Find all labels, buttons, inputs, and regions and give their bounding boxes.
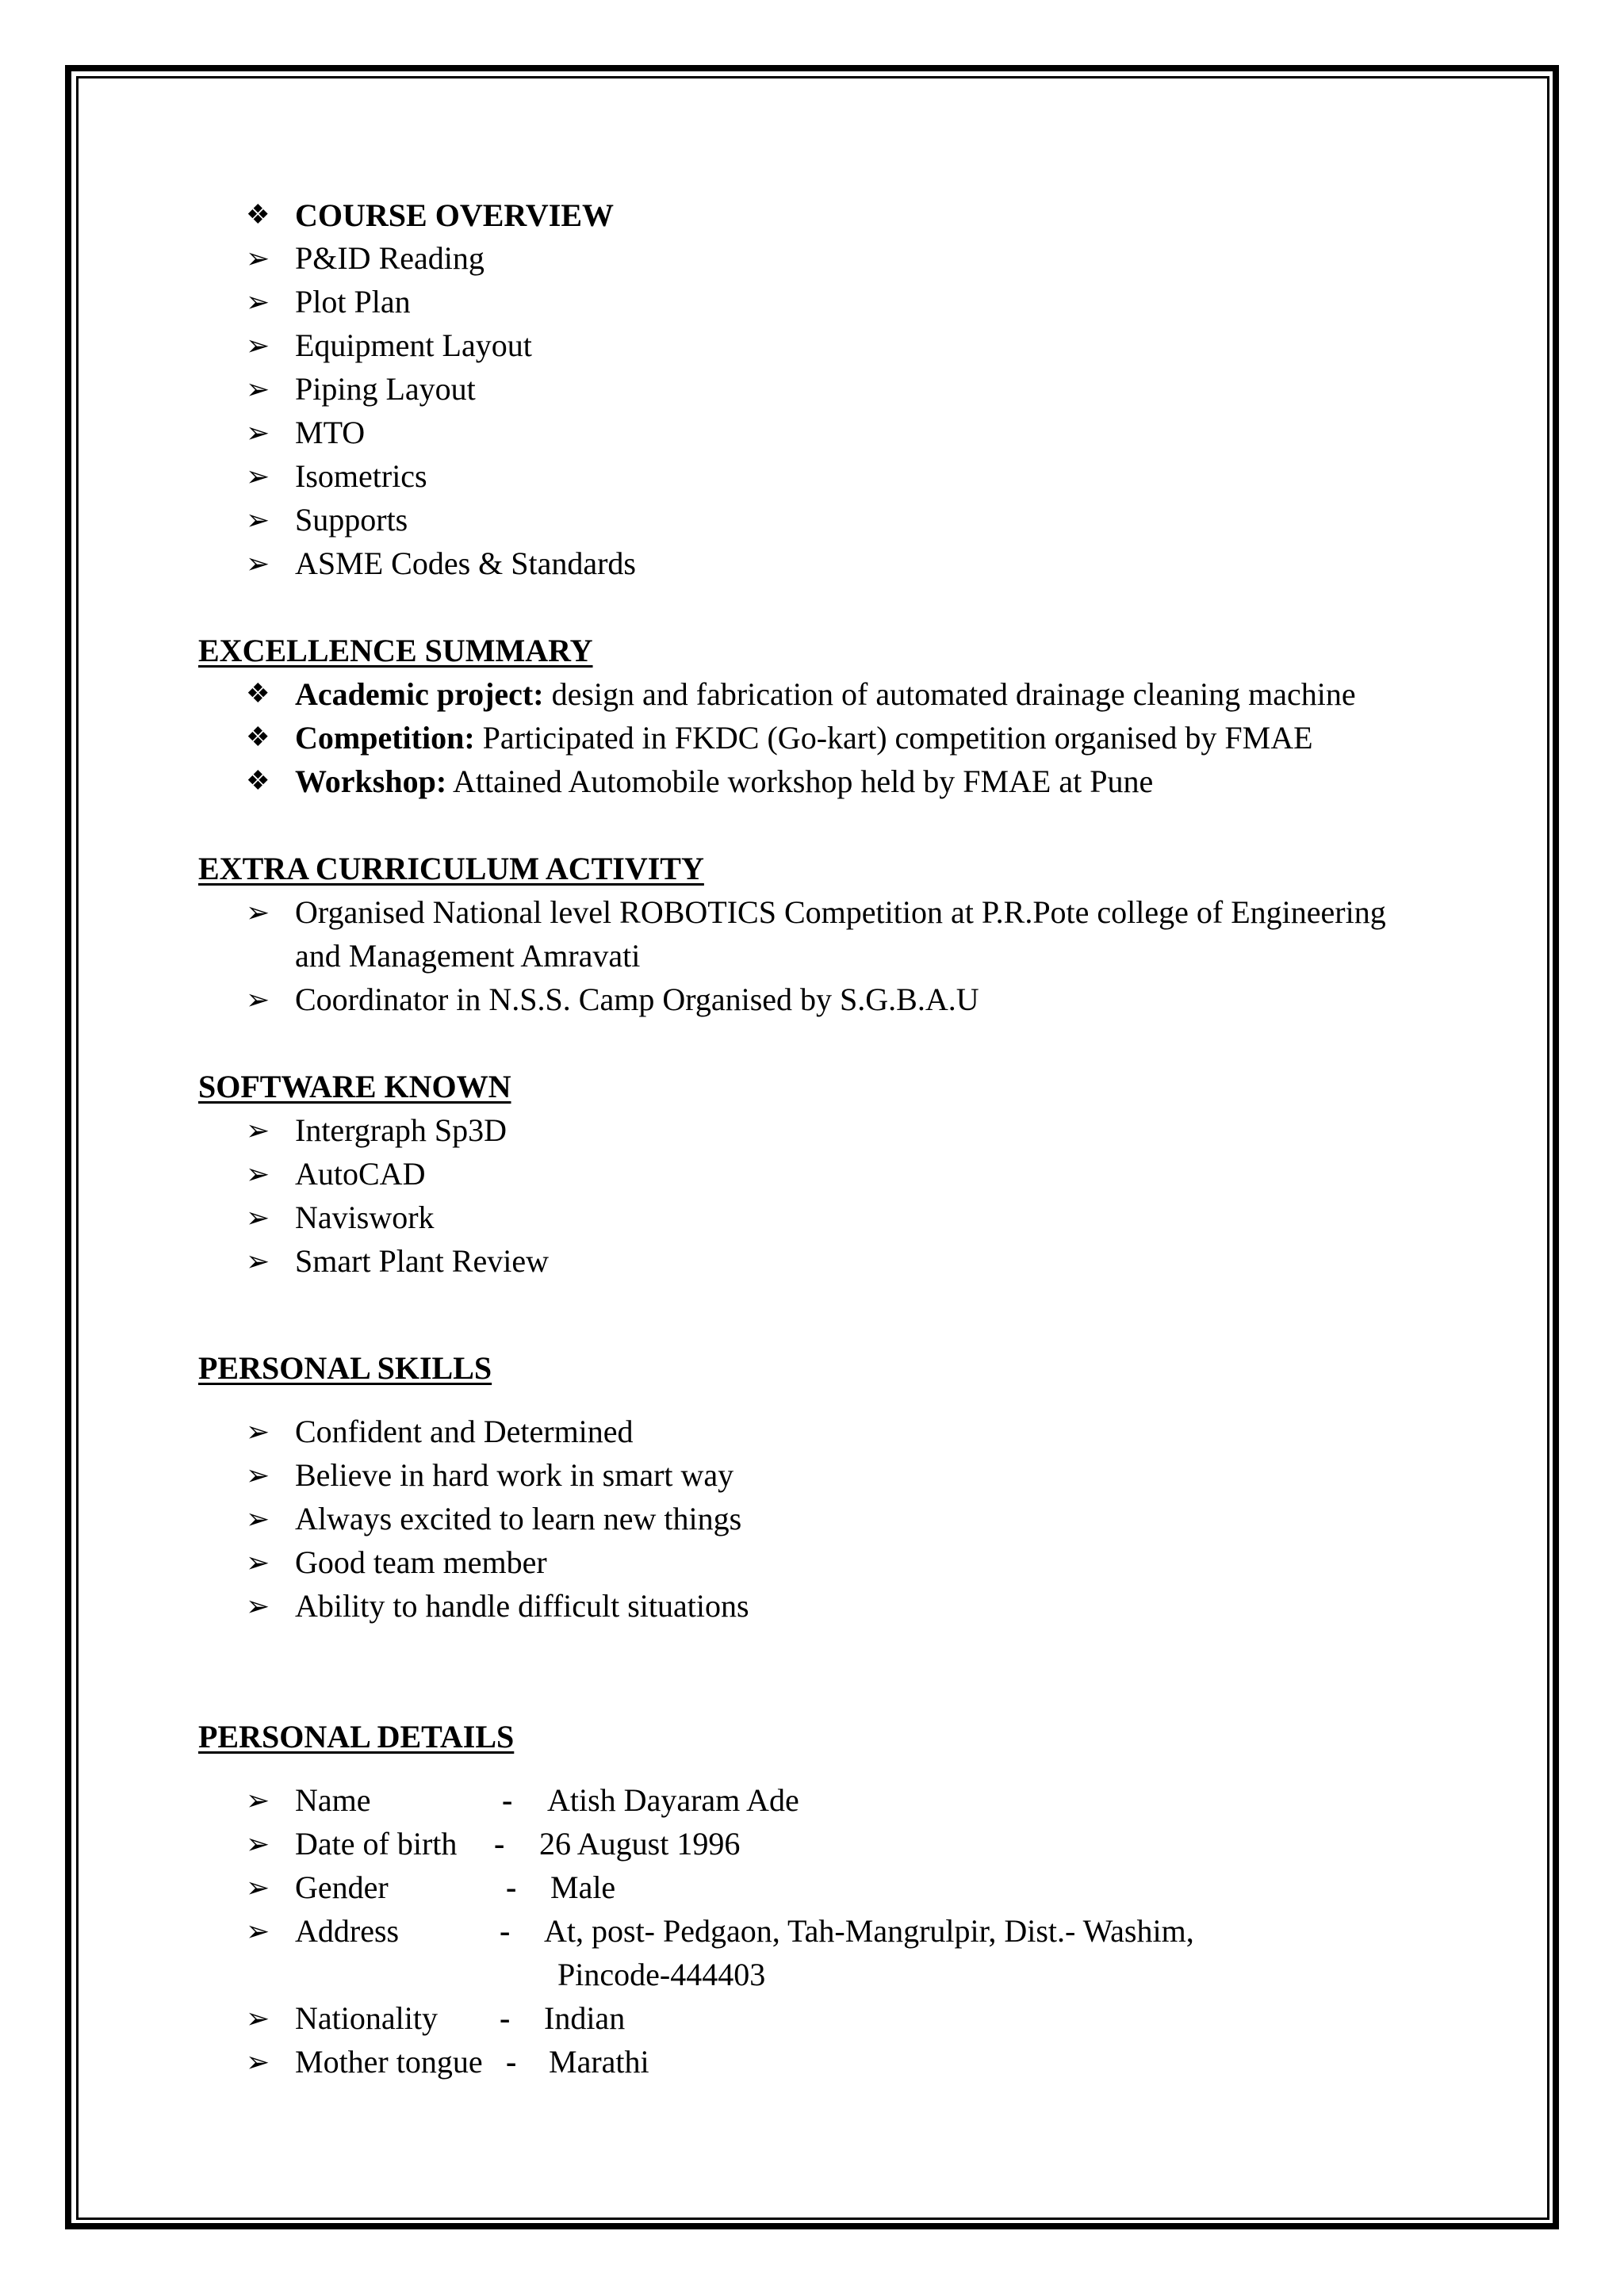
detail-separator: -	[502, 1782, 513, 1818]
detail-label-dob: Date of birth	[295, 1826, 458, 1862]
detail-label-mother-tongue: Mother tongue	[295, 2044, 483, 2080]
software-item: Smart Plant Review	[295, 1243, 549, 1279]
diamond-bullet-icon: ❖	[246, 679, 270, 709]
software-item: Naviswork	[295, 1200, 435, 1235]
detail-value-mother-tongue: Marathi	[549, 2044, 649, 2080]
detail-value-name: Atish Dayaram Ade	[547, 1782, 799, 1818]
arrow-bullet-icon: ➢	[246, 504, 270, 536]
excellence-item: Competition: Participated in FKDC (Go-kart) competition organised by FMAE	[295, 720, 1313, 756]
activity-item-line1: Organised National level ROBOTICS Competition at P.R.Pote college of Engineering	[295, 894, 1386, 930]
arrow-bullet-icon: ➢	[246, 1115, 270, 1146]
arrow-bullet-icon: ➢	[246, 2003, 270, 2034]
detail-label-name: Name	[295, 1782, 371, 1818]
detail-label-nationality: Nationality	[295, 2000, 438, 2036]
extra-curriculum-heading: EXTRA CURRICULUM ACTIVITY	[198, 851, 704, 886]
course-item: Supports	[295, 502, 408, 538]
detail-separator: -	[500, 2000, 511, 2036]
skill-item: Confident and Determined	[295, 1414, 634, 1449]
course-item: Isometrics	[295, 458, 427, 494]
detail-value-gender: Male	[550, 1869, 616, 1905]
skill-item: Believe in hard work in smart way	[295, 1457, 734, 1493]
arrow-bullet-icon: ➢	[246, 1416, 270, 1448]
arrow-bullet-icon: ➢	[246, 1828, 270, 1860]
detail-value-address-line2: Pincode-444403	[557, 1957, 766, 1992]
detail-value-dob: 26 August 1996	[539, 1826, 741, 1862]
detail-separator: -	[494, 1826, 505, 1862]
software-item: Intergraph Sp3D	[295, 1112, 507, 1148]
detail-separator: -	[506, 1869, 517, 1905]
activity-item-line2: and Management Amravati	[295, 938, 641, 974]
course-item: P&ID Reading	[295, 240, 485, 276]
personal-skills-heading: PERSONAL SKILLS	[198, 1350, 492, 1386]
skill-item: Ability to handle difficult situations	[295, 1588, 749, 1624]
arrow-bullet-icon: ➢	[246, 1202, 270, 1234]
excellence-summary-heading: EXCELLENCE SUMMARY	[198, 633, 593, 668]
course-overview-title: COURSE OVERVIEW	[295, 197, 614, 233]
detail-separator: -	[500, 1913, 511, 1949]
diamond-bullet-icon: ❖	[246, 201, 270, 230]
detail-separator: -	[506, 2044, 517, 2080]
course-item: Plot Plan	[295, 284, 411, 320]
arrow-bullet-icon: ➢	[246, 243, 270, 274]
arrow-bullet-icon: ➢	[246, 1915, 270, 1947]
arrow-bullet-icon: ➢	[246, 1158, 270, 1190]
diamond-bullet-icon: ❖	[246, 767, 270, 796]
arrow-bullet-icon: ➢	[246, 1785, 270, 1816]
personal-details-heading: PERSONAL DETAILS	[198, 1719, 515, 1755]
detail-label-address: Address	[295, 1913, 400, 1949]
arrow-bullet-icon: ➢	[246, 373, 270, 405]
course-item: Equipment Layout	[295, 327, 532, 363]
course-item: ASME Codes & Standards	[295, 545, 636, 581]
arrow-bullet-icon: ➢	[246, 286, 270, 318]
arrow-bullet-icon: ➢	[246, 1246, 270, 1277]
course-item: Piping Layout	[295, 371, 476, 407]
arrow-bullet-icon: ➢	[246, 548, 270, 580]
diamond-bullet-icon: ❖	[246, 723, 270, 752]
arrow-bullet-icon: ➢	[246, 984, 270, 1016]
arrow-bullet-icon: ➢	[246, 2046, 270, 2078]
arrow-bullet-icon: ➢	[246, 1872, 270, 1904]
arrow-bullet-icon: ➢	[246, 1590, 270, 1622]
skill-item: Good team member	[295, 1544, 547, 1580]
arrow-bullet-icon: ➢	[246, 417, 270, 449]
excellence-item: Workshop: Attained Automobile workshop held by FMAE at Pune	[295, 763, 1154, 799]
detail-value-nationality: Indian	[544, 2000, 626, 2036]
skill-item: Always excited to learn new things	[295, 1501, 742, 1536]
detail-label-gender: Gender	[295, 1869, 389, 1905]
course-item: MTO	[295, 415, 366, 450]
arrow-bullet-icon: ➢	[246, 1503, 270, 1535]
software-known-heading: SOFTWARE KNOWN	[198, 1069, 511, 1104]
arrow-bullet-icon: ➢	[246, 461, 270, 492]
excellence-item: Academic project: design and fabrication of automated drainage cleaning machine	[295, 676, 1356, 712]
activity-item: Coordinator in N.S.S. Camp Organised by S.G.B.A.U	[295, 982, 979, 1017]
detail-value-address: At, post- Pedgaon, Tah-Mangrulpir, Dist.- Washim,	[544, 1913, 1194, 1949]
arrow-bullet-icon: ➢	[246, 330, 270, 362]
software-item: AutoCAD	[295, 1156, 426, 1192]
arrow-bullet-icon: ➢	[246, 897, 270, 928]
arrow-bullet-icon: ➢	[246, 1460, 270, 1491]
arrow-bullet-icon: ➢	[246, 1547, 270, 1578]
